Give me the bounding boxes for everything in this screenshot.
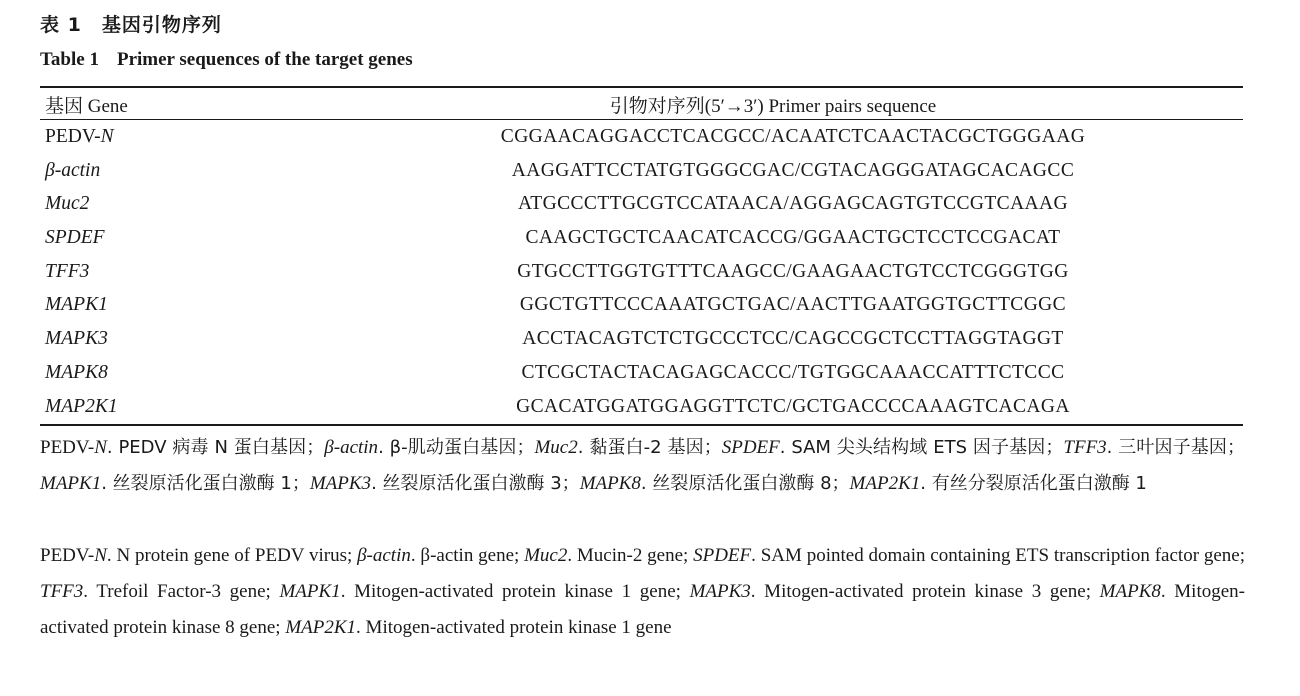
note-description: . 丝裂原活化蛋白激酶 8； <box>640 473 850 494</box>
note-gene-prefix: PEDV- <box>40 437 95 458</box>
gene-symbol: TFF3 <box>45 260 90 282</box>
gene-symbol: MAPK8 <box>45 361 108 383</box>
table-top-rule <box>40 86 1243 88</box>
note-description: . Mitogen-activated protein kinase 8 gene; <box>40 581 1245 638</box>
note-gene: N <box>94 437 107 458</box>
primer-sequence: ACCTACAGTCTCTGCCCTCC/CAGCCGCTCCTTAGGTAGGT <box>522 328 1064 350</box>
note-gene: TFF3 <box>40 581 84 602</box>
note-description: . 黏蛋白-2 基因； <box>577 437 722 458</box>
note-description: . Mucin-2 gene; <box>567 545 694 566</box>
note-gene: MAP2K1 <box>285 617 357 638</box>
note-description: . 三叶因子基因； <box>1106 437 1245 458</box>
column-header-sequence: 引物对序列(5′→3′) Primer pairs sequence <box>609 96 937 117</box>
table-body <box>40 120 1243 423</box>
table-title-cn <box>40 10 222 37</box>
note-gene: MAPK3 <box>689 581 751 602</box>
note-description: . 有丝分裂原活化蛋白激酶 1 <box>920 473 1147 494</box>
table-caption-en: Primer sequences of the target genes <box>116 49 413 70</box>
gene-symbol: MAPK1 <box>45 294 108 316</box>
note-gene: Muc2 <box>524 545 568 566</box>
primer-sequence: GCACATGGATGGAGGTTCTC/GCTGACCCCAAAGTCACAGA <box>516 395 1070 417</box>
note-description: . 丝裂原活化蛋白激酶 1； <box>101 473 310 494</box>
gene-prefix: PEDV- <box>45 126 101 147</box>
column-header-gene: 基因 Gene <box>45 96 128 117</box>
table-row <box>40 154 1243 188</box>
note-description: . β-actin gene; <box>410 545 525 566</box>
note-gene: MAPK8 <box>1099 581 1161 602</box>
note-description: . SAM 尖头结构域 ETS 因子基因； <box>779 437 1064 458</box>
primer-sequence: CAAGCTGCTCAACATCACCG/GGAACTGCTCCTCCGACAT <box>525 227 1061 249</box>
table-row <box>40 221 1243 255</box>
table-row <box>40 187 1243 221</box>
note-gene: MAPK1 <box>40 473 102 494</box>
note-gene: SPDEF <box>721 437 780 458</box>
note-gene: SPDEF <box>693 545 752 566</box>
gene-symbol: MAPK3 <box>45 328 108 350</box>
note-gene: MAP2K1 <box>849 473 921 494</box>
note-description: . SAM pointed domain containing ETS transcription factor gene; <box>751 545 1245 566</box>
gene-symbol: Muc2 <box>45 193 90 215</box>
note-description: . PEDV 病毒 N 蛋白基因； <box>106 437 325 458</box>
note-description: . Mitogen-activated protein kinase 1 gene <box>356 617 672 638</box>
table-row <box>40 390 1243 424</box>
note-gene: MAPK3 <box>309 473 372 494</box>
note-gene: MAPK1 <box>279 581 341 602</box>
table-number-en: Table 1 <box>40 49 99 70</box>
note-gene: Muc2 <box>534 437 578 458</box>
note-gene: MAPK8 <box>579 473 641 494</box>
table-bottom-rule <box>40 424 1243 426</box>
table-row <box>40 356 1243 390</box>
primer-sequence: AAGGATTCCTATGTGGGCGAC/CGTACAGGGATAGCACAGCC <box>511 159 1075 181</box>
primer-sequence: CGGAACAGGACCTCACGCC/ACAATCTCAACTACGCTGGGAAG <box>500 126 1086 147</box>
note-gene: β-actin <box>357 545 411 566</box>
table-row <box>40 288 1243 322</box>
primer-sequence: ATGCCCTTGCGTCCATAACA/AGGAGCAGTGTCCGTCAAAG <box>517 193 1069 215</box>
primer-sequence: CTCGCTACTACAGAGCACCC/TGTGGCAAACCATTTCTCCC <box>521 361 1065 383</box>
table-notes-en <box>40 538 1245 646</box>
table-row <box>40 120 1243 154</box>
gene-symbol: MAP2K1 <box>45 395 118 417</box>
table-notes-cn <box>40 430 1245 502</box>
table-row <box>40 322 1243 356</box>
note-gene: N <box>94 545 107 566</box>
primer-sequence: GGCTGTTCCCAAATGCTGAC/AACTTGAATGGTGCTTCGGC <box>519 294 1067 316</box>
note-description: . β-肌动蛋白基因； <box>378 437 535 458</box>
table-row <box>40 255 1243 289</box>
gene-symbol: SPDEF <box>45 227 105 249</box>
note-gene: TFF3 <box>1063 437 1107 458</box>
note-gene-prefix: PEDV- <box>40 545 95 566</box>
note-gene: β-actin <box>324 437 379 458</box>
table-caption-cn: 基因引物序列 <box>101 14 222 36</box>
primer-sequence: GTGCCTTGGTGTTTCAAGCC/GAAGAACTGTCCTCGGGTGG <box>517 260 1069 282</box>
note-description: . N protein gene of PEDV virus; <box>106 545 358 566</box>
gene-symbol: β-actin <box>45 159 101 181</box>
table-title-en <box>40 49 413 71</box>
note-description: . 丝裂原活化蛋白激酶 3； <box>371 473 580 494</box>
note-description: . Trefoil Factor-3 gene; <box>83 581 280 602</box>
gene-symbol: N <box>100 126 114 147</box>
note-description: . Mitogen-activated protein kinase 1 gene; <box>340 581 690 602</box>
note-description: . Mitogen-activated protein kinase 3 gene; <box>750 581 1100 602</box>
table-number-cn: 表 1 <box>40 14 82 36</box>
